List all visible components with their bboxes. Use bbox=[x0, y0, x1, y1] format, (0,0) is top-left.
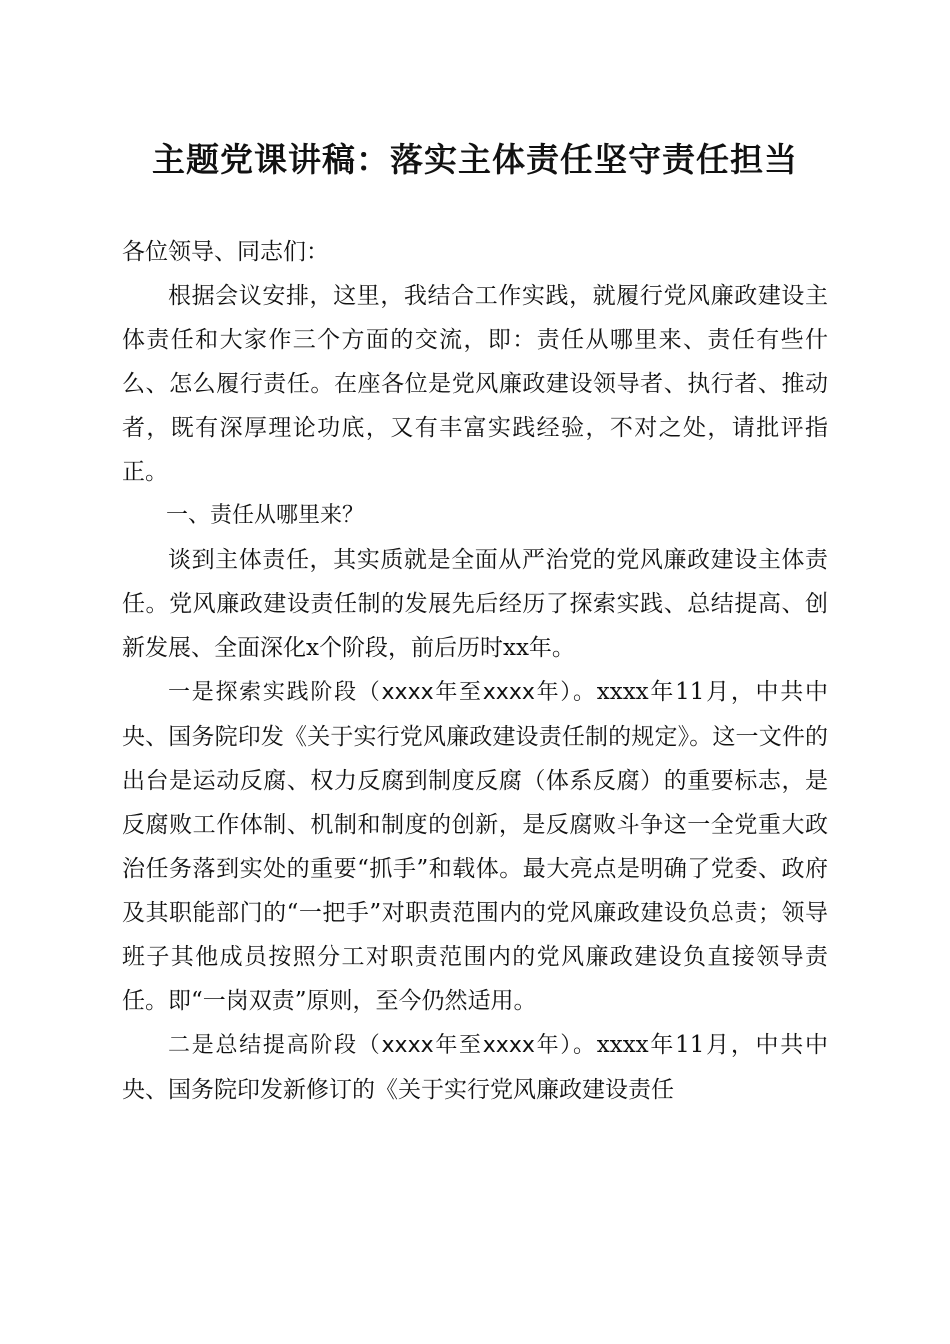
stage-1-text: xxxx年11月，中共中央、国务院印发《关于实行党风廉政建设责任制的规定》。这一文件的出台是运动反腐、权力反腐到制度反腐（体系反腐）的重要标志，是反腐败工作体制、机制和制度的创新，是反腐败斗争这一全党重大政治任务落到实处的重要“抓手”和载体。最大亮点是明确了党委、政府及其职能部门的“一把手”对职责范围内的党风廉政建设负总责；领导班子其他成员按照分工对职责范围内的党风廉政建设负直接领导责任。即“一岗双责”原则，至今仍然适用。 bbox=[122, 679, 828, 1014]
document-body bbox=[122, 230, 828, 1112]
stage-1-paragraph bbox=[122, 670, 828, 1023]
salutation: 各位领导、同志们： bbox=[122, 239, 329, 265]
intro-paragraph: 根据会议安排，这里，我结合工作实践，就履行党风廉政建设主体责任和大家作三个方面的交流，即：责任从哪里来、责任有些什么、怎么履行责任。在座各位是党风廉政建设领导者、执行者、推动者，既有深厚理论功底，又有丰富实践经验，不对之处，请批评指正。 bbox=[122, 283, 828, 485]
stage-2-paragraph bbox=[122, 1023, 828, 1112]
section-1-paragraph: 谈到主体责任，其实质就是全面从严治党的党风廉政建设主体责任。党风廉政建设责任制的发展先后经历了探索实践、总结提高、创新发展、全面深化x个阶段，前后历时xx年。 bbox=[122, 547, 828, 661]
stage-2-text: xxxx年11月，中共中央、国务院印发新修订的《关于实行党风廉政建设责任 bbox=[122, 1032, 828, 1103]
stage-2-lead: 二是总结提高阶段（xxxx年至xxxx年）。 bbox=[168, 1033, 597, 1058]
document-title: 主题党课讲稿：落实主体责任坚守责任担当 bbox=[152, 140, 798, 179]
section-heading-1: 一、责任从哪里来？ bbox=[166, 503, 365, 528]
stage-1-lead: 一是探索实践阶段（xxxx年至xxxx年）。 bbox=[168, 680, 597, 705]
